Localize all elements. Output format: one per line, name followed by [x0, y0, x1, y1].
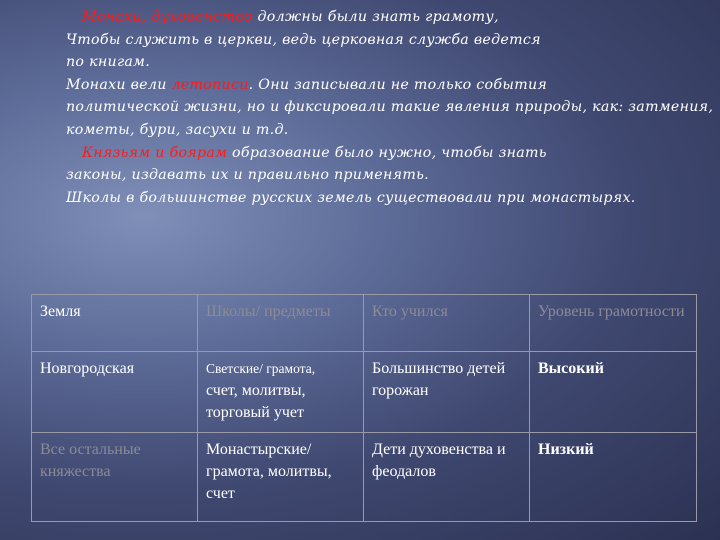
text-line-7-rest: образование было нужно, чтобы знать [227, 144, 547, 161]
cell-schools: Монастырские/ грамота, молитвы, счет [198, 433, 364, 522]
cell-land: Все остальные княжества [32, 433, 198, 522]
text-line-2: Чтобы служить в церкви, ведь церковная служба ведется [66, 31, 541, 48]
cell-who: Дети духовенства и феодалов [364, 433, 530, 522]
text-line-5: политической жизни, но и фиксировали такие явления природы, как: затмения, [66, 99, 714, 116]
cell-who: Большинство детей горожан [364, 352, 530, 433]
table-header-row [32, 295, 697, 352]
header-who: Кто учился [364, 295, 530, 352]
text-line-4 [66, 74, 706, 97]
text-line-4-rest: . Они записывали не только события [248, 76, 548, 93]
text-line-6: кометы, бури, засухи и т.д. [66, 121, 289, 138]
header-schools: Школы/ предметы [198, 295, 364, 352]
text-line-4-start: Монахи вели [66, 76, 172, 93]
cell-level: Низкий [530, 433, 697, 522]
highlight-chronicles: летописи [171, 76, 249, 93]
table-row [32, 433, 697, 522]
cell-schools-line1: Светские/ грамота, [206, 361, 316, 376]
highlight-princes: Князьям и боярам [82, 144, 228, 161]
text-block [66, 6, 714, 209]
cell-schools-line2: счет, молитвы, торговый учет [206, 382, 306, 421]
text-line-1 [66, 6, 706, 29]
text-line-9: Школы в большинстве русских земель существовали при монастырях. [66, 189, 636, 206]
cell-schools [198, 352, 364, 433]
literacy-table [31, 294, 697, 522]
text-line-8: законы, издавать их и правильно применять. [66, 167, 429, 184]
text-line-7 [66, 142, 706, 165]
cell-land: Новгородская [32, 352, 198, 433]
header-land: Земля [32, 295, 198, 352]
cell-level: Высокий [530, 352, 697, 433]
text-line-1-rest: должны были знать грамоту, [252, 9, 499, 25]
table-row [32, 352, 697, 433]
highlight-monks: Монахи, духовенство [82, 9, 253, 25]
header-level: Уровень грамотности [530, 295, 697, 352]
text-line-3: по книгам. [66, 54, 151, 71]
